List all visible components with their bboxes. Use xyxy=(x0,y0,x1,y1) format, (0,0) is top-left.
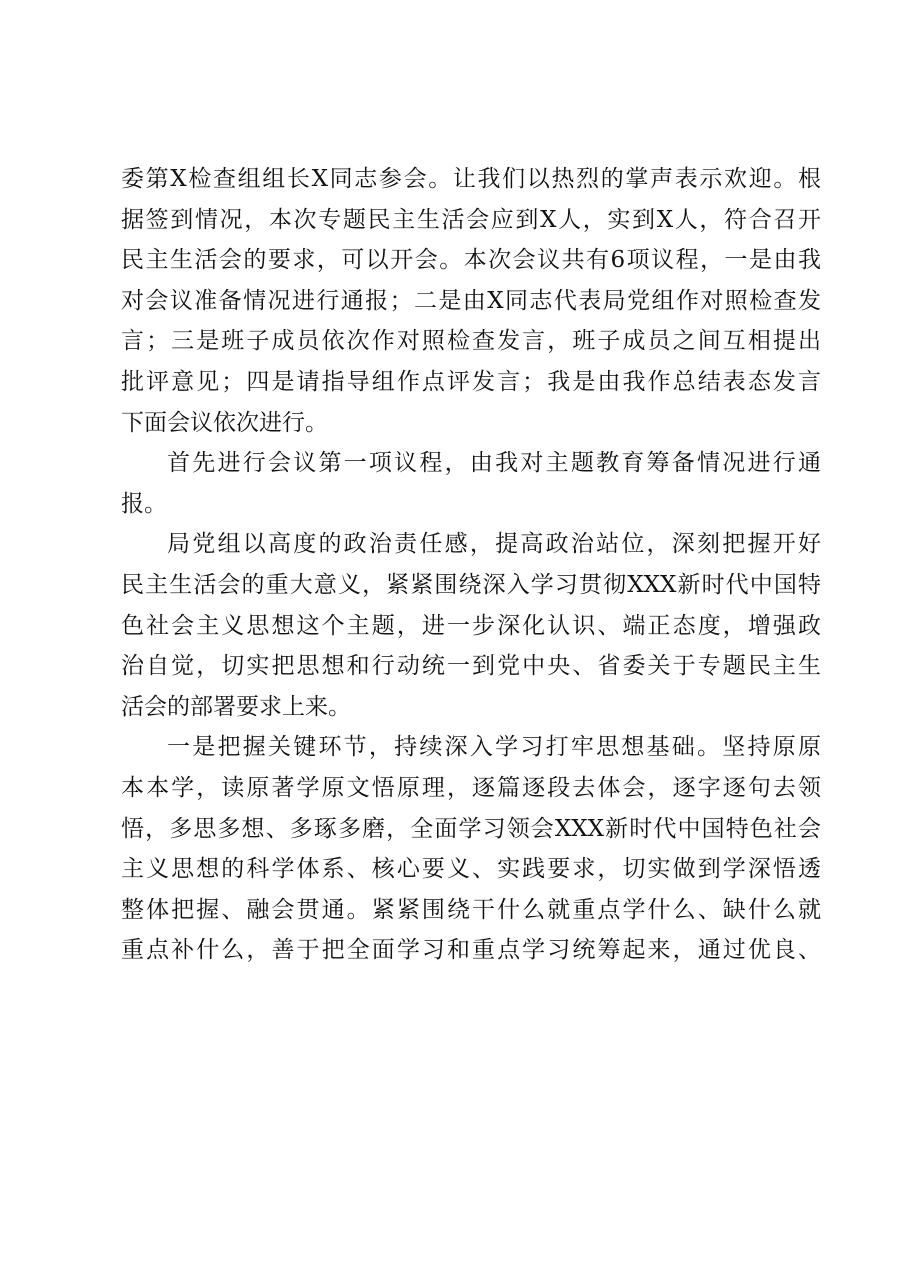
text-line: 一是把握关键环节，持续深入学习打牢思想基础。坚持原原 xyxy=(167,734,821,761)
text-line: 民主生活会的要求，可以开会。本次会议共有6项议程，一是由我 xyxy=(121,247,821,274)
text-line: 活会的部署要求上来。 xyxy=(121,693,351,720)
text-line: 委第X检查组组长X同志参会。让我们以热烈的掌声表示欢迎。根 xyxy=(121,166,821,192)
text-line: 下面会议依次进行。 xyxy=(121,409,328,436)
text-line: 局党组以高度的政治责任感，提高政治站位，深刻把握开好 xyxy=(167,531,821,558)
text-line: 治自觉，切实把思想和行动统一到党中央、省委关于专题民主生 xyxy=(121,653,821,680)
text-line: 言；三是班子成员依次作对照检查发言，班子成员之间互相提出 xyxy=(121,328,821,355)
text-line: 色社会主义思想这个主题，进一步深化认识、端正态度，增强政 xyxy=(121,612,821,639)
text-line: 据签到情况，本次专题民主生活会应到X人，实到X人，符合召开 xyxy=(121,206,821,233)
text-line: 批评意见；四是请指导组作点评发言；我是由我作总结表态发言 xyxy=(121,368,821,395)
text-line: 整体把握、融会贯通。紧紧围绕干什么就重点学什么、缺什么就 xyxy=(121,896,821,923)
text-line: 重点补什么，善于把全面学习和重点学习统筹起来，通过优良、 xyxy=(121,937,821,964)
text-line: 本本学，读原著学原文悟原理，逐篇逐段去体会，逐字逐句去领 xyxy=(121,774,821,801)
text-line: 悟，多思多想、多琢多磨，全面学习领会XXX新时代中国特色社会 xyxy=(121,815,821,842)
text-line: 首先进行会议第一项议程，由我对主题教育筹备情况进行通 xyxy=(167,450,821,477)
text-line: 对会议准备情况进行通报；二是由X同志代表局党组作对照检查发 xyxy=(121,287,821,314)
document-body xyxy=(121,159,821,971)
text-line: 主义思想的科学体系、核心要义、实践要求，切实做到学深悟透 xyxy=(121,856,821,883)
text-line: 报。 xyxy=(121,490,167,517)
text-line: 民主生活会的重大意义，紧紧围绕深入学习贯彻XXX新时代中国特 xyxy=(121,571,821,598)
